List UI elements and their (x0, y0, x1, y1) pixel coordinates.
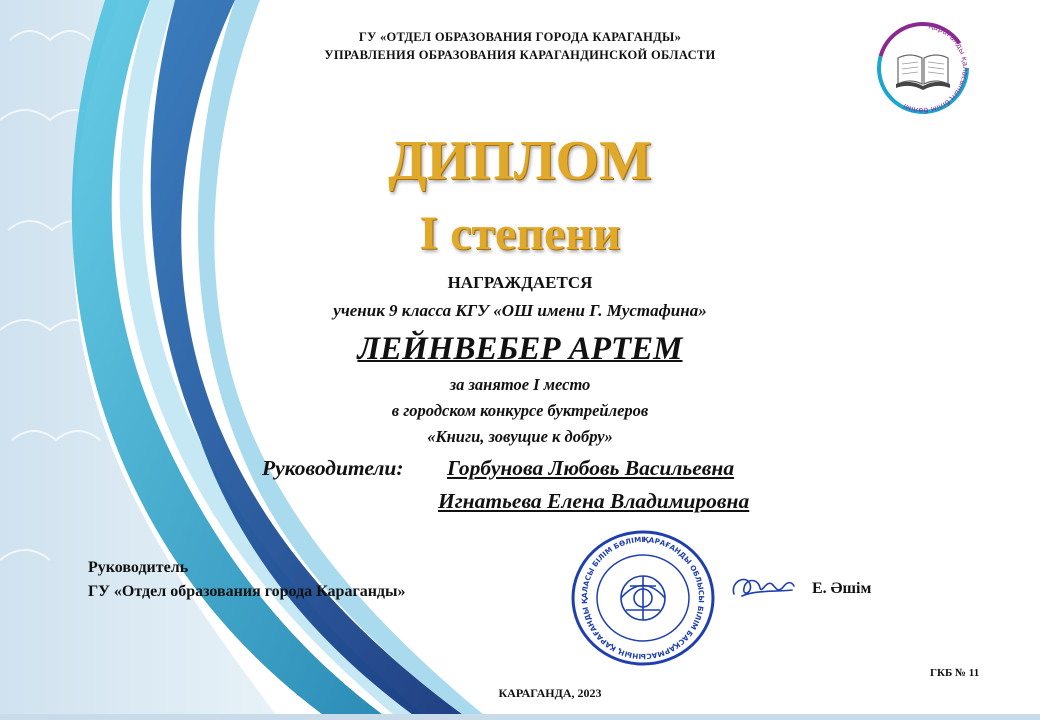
award-reason-line-3: «Книги, зовущие к добру» (427, 427, 613, 446)
student-description: ученик 9 класса КГУ «ОШ имени Г. Мустафина» (333, 301, 707, 320)
leader-name-1: Горбунова Любовь Васильевна (447, 456, 735, 480)
official-stamp (568, 528, 718, 668)
diploma-title: ДИПЛОМ (388, 130, 652, 192)
education-department-logo (868, 18, 978, 116)
student-name (0, 329, 1040, 369)
signature-scribble (728, 566, 798, 606)
bottom-border (0, 714, 1040, 720)
student-name-text: ЛЕЙНВЕБЕР АРТЕМ (357, 331, 683, 367)
city-year: КАРАГАНДА, 2023 (498, 686, 602, 700)
leader-name-2: Игнатьева Елена Владимировна (438, 489, 750, 513)
signatory-name: Е. Әшім (812, 580, 872, 597)
signatory-role-line-1: Руководитель (88, 559, 189, 576)
leaders-label: Руководители: (262, 456, 404, 480)
signatory-role (88, 556, 406, 604)
issuer-line-1: ГУ «ОТДЕЛ ОБРАЗОВАНИЯ ГОРОДА КАРАГАНДЫ» (358, 30, 682, 44)
logo-ring-text: Қарағанды қаласының білім бөлімі (901, 21, 970, 116)
open-book-icon (896, 55, 950, 90)
document-number: ГКБ № 11 (930, 667, 980, 679)
diploma-degree: I степени (419, 207, 621, 260)
award-reason-line-2: в городском конкурсе буктрейлеров (391, 401, 649, 420)
award-reason-line-1: за занятое I место (449, 375, 591, 394)
signatory-role-line-2: ГУ «Отдел образования города Караганды» (88, 583, 406, 600)
stamp-ring-text: ҚАРАҒАНДЫ ОБЛЫСЫ БІЛІМ БАСҚАРМАСЫНЫҢ ҚАРАҒАНДЫ ҚАЛАСЫ БІЛІМ БӨЛІМІ (579, 534, 707, 662)
issuer-line-2: УПРАВЛЕНИЯ ОБРАЗОВАНИЯ КАРАГАНДИНСКОЙ ОБЛАСТИ (324, 48, 716, 62)
state-emblem-icon (621, 576, 665, 620)
awarded-label: НАГРАЖДАЕТСЯ (447, 273, 593, 292)
